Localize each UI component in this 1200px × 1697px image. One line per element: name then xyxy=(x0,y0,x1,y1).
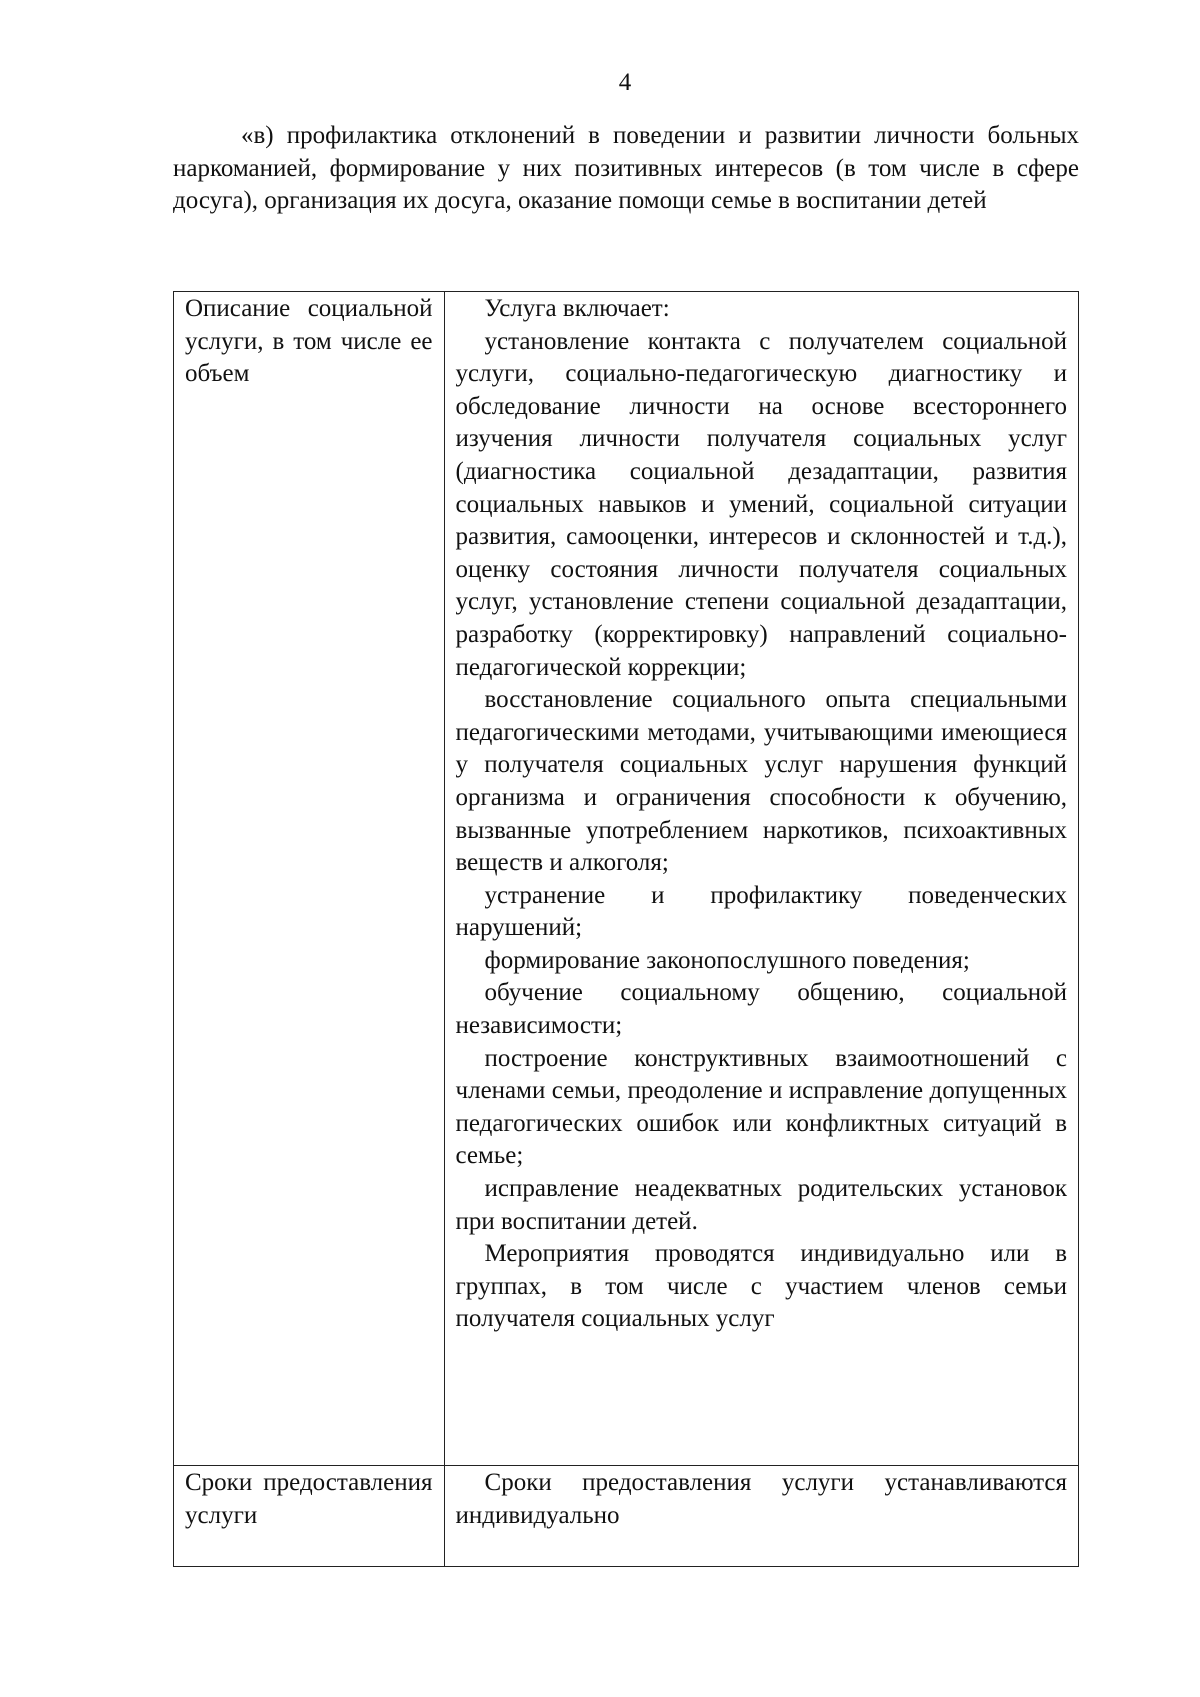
page-number: 4 xyxy=(618,69,632,96)
table-row-description xyxy=(174,292,1079,1466)
content-paragraph: Мероприятия проводятся индивидуально или в группах, в том числе с участием членов семьи получателя социальных услуг xyxy=(455,1240,1067,1333)
row-label-terms: Сроки предоставления услуги xyxy=(185,1469,433,1529)
content-paragraph: построение конструктивных взаимоотношений с членами семьи, преодоление и исправление допущенных педагогических ошибок или конфликтных ситуаций в семье; xyxy=(455,1044,1067,1170)
section-heading-block xyxy=(173,120,1079,218)
service-table xyxy=(173,291,1079,1567)
row-label-cell xyxy=(174,1466,445,1567)
row-content-description xyxy=(445,292,1078,1336)
row-label-cell xyxy=(174,292,445,1466)
table-row-terms xyxy=(174,1466,1079,1567)
content-paragraph: формирование законопослушного поведения; xyxy=(484,946,970,974)
content-paragraph: исправление неадекватных родительских установок при воспитании детей. xyxy=(455,1175,1067,1235)
content-paragraph: Услуга включает: xyxy=(484,295,670,322)
section-heading: «в) профилактика отклонений в поведении и развитии личности больных наркоманией, формирование у них позитивных интересов (в том числе в сфере досуга), организация их досуга, оказание помощи семье в воспитании детей xyxy=(173,122,1079,214)
row-label-description: Описание социальной услуги, в том числе ее объем xyxy=(185,295,433,388)
row-content-cell xyxy=(444,1466,1078,1567)
content-paragraph: установление контакта с получателем социальной услуги, социально-педагогическую диагностику и обследование личности на основе всестороннего изучения личности получателя социальных услуг (диагностика социальной дезадаптации, развития социальных навыков и умений, социальной ситуации развития, самооценки, интересов и склонностей и т.д.), оценку состояния личности получателя социальных услуг, установление степени социальной дезадаптации, разработку (корректировку) направлений социально-педагогической коррекции; xyxy=(455,327,1067,681)
row-content-terms xyxy=(445,1466,1078,1532)
content-paragraph: устранение и профилактику поведенческих нарушений; xyxy=(455,881,1067,942)
content-paragraph: восстановление социального опыта специальными педагогическими методами, учитывающими имеющиеся у получателя социальных услуг нарушения функций организма и ограничения способности к обучению, вызванные употреблением наркотиков, психоактивных веществ и алкоголя; xyxy=(455,686,1067,877)
row-content-cell xyxy=(444,292,1078,1466)
content-paragraph: обучение социальному общению, социальной независимости; xyxy=(455,979,1067,1040)
content-paragraph: Сроки предоставления услуги устанавливаются индивидуально xyxy=(455,1469,1067,1529)
